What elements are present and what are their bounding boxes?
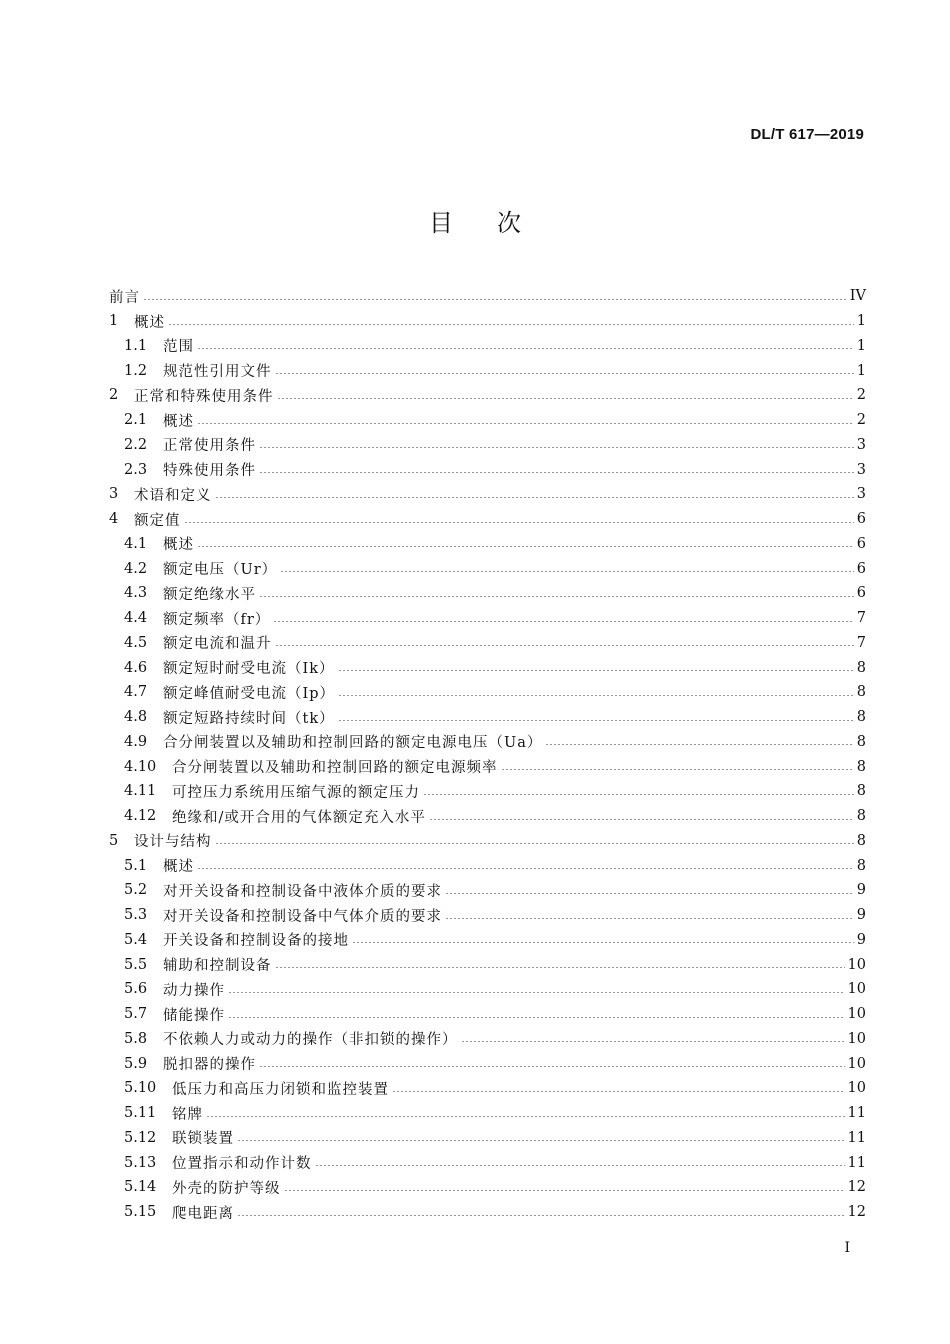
toc-entry-title: 额定电压（Ur） [163,562,278,579]
toc-leader-dots [392,1091,845,1092]
toc-entry-title: 可控压力系统用压缩气源的额定压力 [172,784,420,801]
toc-entry[interactable] [109,730,866,755]
toc-entry[interactable] [109,433,866,458]
toc-entry[interactable] [109,928,866,953]
toc-entry-number: 2 [109,387,119,404]
toc-entry[interactable] [109,457,866,482]
toc-entry[interactable] [109,829,866,854]
toc-entry-number: 4.3 [124,585,148,602]
toc-leader-dots [259,596,854,597]
toc-entry[interactable] [109,903,866,928]
toc-entry-title: 开关设备和控制设备的接地 [163,933,349,950]
toc-entry-title: 合分闸装置以及辅助和控制回路的额定电源电压（Ua） [163,735,543,752]
toc-leader-dots [445,918,854,919]
toc-entry-title: 规范性引用文件 [163,364,272,381]
toc-entry-title: 额定值 [134,512,181,529]
toc-entry-title: 正常使用条件 [163,438,256,455]
toc-entry-number: 1.1 [124,337,148,354]
standard-code: DL/T 617—2019 [750,126,864,143]
toc-entry[interactable] [109,581,866,606]
toc-entry[interactable] [109,680,866,705]
toc-entry-number: 4.11 [124,783,157,800]
toc-entry-page: 8 [856,709,866,726]
toc-entry[interactable] [109,1101,866,1126]
toc-entry-number: 5.6 [124,981,148,998]
toc-entry-number: 5.1 [124,857,148,874]
toc-entry[interactable] [109,284,866,309]
toc-entry[interactable] [109,383,866,408]
toc-leader-dots [197,423,854,424]
toc-entry-page: 8 [856,783,866,800]
toc-leader-dots [197,348,854,349]
toc-entry[interactable] [109,1150,866,1175]
toc-entry-page: 1 [856,362,866,379]
toc-entry-title: 低压力和高压力闭锁和监控装置 [172,1081,389,1098]
page-title: 目次 [429,209,565,237]
toc-entry-page: 10 [847,1080,866,1097]
toc-leader-dots [429,819,854,820]
toc-entry-title: 特殊使用条件 [163,463,256,480]
toc-entry-page: IV [849,288,866,305]
toc-entry[interactable] [109,655,866,680]
toc-entry-page: 3 [856,436,866,453]
toc-leader-dots [197,546,854,547]
toc-entry-number: 5.8 [124,1030,148,1047]
toc-entry[interactable] [109,309,866,334]
toc-leader-dots [228,992,845,993]
toc-entry-page: 8 [856,659,866,676]
toc-entry-number: 4 [109,511,119,528]
toc-entry-title: 辅助和控制设备 [163,958,272,975]
toc-entry-number: 4.10 [124,758,157,775]
toc-entry-number: 5.5 [124,956,148,973]
toc-entry-page: 6 [856,535,866,552]
toc-leader-dots [273,621,853,622]
toc-entry-page: 7 [856,634,866,651]
toc-entry[interactable] [109,853,866,878]
toc-leader-dots [143,299,847,300]
toc-entry-page: 10 [847,1055,866,1072]
toc-entry-number: 4.9 [124,733,148,750]
toc-leader-dots [259,1066,845,1067]
toc-entry-page: 8 [856,684,866,701]
toc-entry-number: 5.11 [124,1105,157,1122]
toc-leader-dots [277,398,854,399]
toc-entry[interactable] [109,1051,866,1076]
toc-leader-dots [501,769,854,770]
toc-leader-dots [275,967,845,968]
toc-entry-title: 脱扣器的操作 [163,1057,256,1074]
toc-leader-dots [259,472,854,473]
toc-leader-dots [168,324,854,325]
toc-leader-dots [338,670,854,671]
toc-entry-title: 设计与结构 [134,834,212,851]
toc-entry-title: 对开关设备和控制设备中气体介质的要求 [163,908,442,925]
toc-entry-title: 额定电流和温升 [163,636,272,653]
toc-entry-number: 2.3 [124,461,148,478]
toc-entry[interactable] [109,532,866,557]
toc-entry-title: 位置指示和动作计数 [172,1156,312,1173]
toc-entry-title: 额定峰值耐受电流（Ip） [163,685,336,702]
toc-entry-page: 10 [847,956,866,973]
toc-entry-title: 联锁装置 [172,1131,234,1148]
toc-entry-number: 4.7 [124,684,148,701]
toc-entry-page: 2 [856,387,866,404]
toc-leader-dots [197,868,854,869]
toc-leader-dots [228,1017,845,1018]
toc-entry-title: 不依赖人力或动力的操作（非扣锁的操作） [163,1032,458,1049]
toc-entry[interactable] [109,754,866,779]
toc-entry-number: 4.5 [124,634,148,651]
toc-entry-title: 合分闸装置以及辅助和控制回路的额定电源频率 [172,760,498,777]
toc-entry-page: 12 [847,1204,866,1221]
toc-leader-dots [280,571,854,572]
toc-entry-title: 概述 [163,537,194,554]
toc-entry-page: 8 [856,758,866,775]
toc-entry-number: 4.6 [124,659,148,676]
toc-leader-dots [237,1215,845,1216]
toc-entry-number: 5.13 [124,1154,157,1171]
toc-entry-page: 9 [856,907,866,924]
toc-leader-dots [445,893,854,894]
toc-leader-dots [275,645,854,646]
toc-entry[interactable] [109,952,866,977]
toc-entry-number: 5.3 [124,907,148,924]
toc-leader-dots [352,942,854,943]
toc-leader-dots [338,720,854,721]
page-number: I [844,1240,850,1256]
toc-entry-number: 5 [109,832,119,849]
toc-entry-page: 9 [856,882,866,899]
toc-entry-page: 3 [856,486,866,503]
toc-leader-dots [215,843,854,844]
toc-entry[interactable] [109,1175,866,1200]
toc-leader-dots [259,447,854,448]
toc-entry-page: 2 [856,412,866,429]
toc-entry-number: 3 [109,486,119,503]
toc-leader-dots [215,497,854,498]
toc-entry-title: 外壳的防护等级 [172,1180,281,1197]
toc-entry[interactable] [109,1002,866,1027]
table-of-contents [109,284,866,1225]
toc-entry-page: 6 [856,511,866,528]
toc-entry-page: 3 [856,461,866,478]
toc-entry-page: 11 [847,1154,866,1171]
toc-entry-number: 4.2 [124,560,148,577]
toc-leader-dots [237,1140,845,1141]
toc-entry-page: 12 [847,1179,866,1196]
toc-entry-title: 爬电距离 [172,1205,234,1222]
toc-entry-page: 8 [856,832,866,849]
toc-entry-number: 5.10 [124,1080,157,1097]
toc-entry-page: 8 [856,733,866,750]
toc-entry-number: 4.12 [124,808,157,825]
toc-entry[interactable] [109,556,866,581]
toc-entry-title: 对开关设备和控制设备中液体介质的要求 [163,883,442,900]
toc-leader-dots [461,1041,845,1042]
toc-entry-number: 5.2 [124,882,148,899]
toc-entry[interactable] [109,878,866,903]
toc-leader-dots [423,794,854,795]
toc-entry-number: 4.4 [124,610,148,627]
toc-leader-dots [338,695,854,696]
toc-entry-page: 7 [856,610,866,627]
toc-entry-page: 1 [856,337,866,354]
toc-entry[interactable] [109,507,866,532]
toc-leader-dots [275,373,854,374]
toc-entry[interactable] [109,1200,866,1225]
toc-entry-page: 8 [856,808,866,825]
toc-entry-page: 8 [856,857,866,874]
toc-entry-number: 4.1 [124,535,148,552]
toc-entry-page: 10 [847,1006,866,1023]
toc-entry[interactable] [109,977,866,1002]
toc-entry-title: 术语和定义 [134,487,212,504]
toc-entry-number: 5.7 [124,1006,148,1023]
toc-leader-dots [184,522,854,523]
toc-entry[interactable] [109,779,866,804]
toc-entry-title: 范围 [163,339,194,356]
toc-entry-title: 额定绝缘水平 [163,586,256,603]
toc-entry-page: 11 [847,1129,866,1146]
toc-entry[interactable] [109,631,866,656]
toc-entry-number: 5.9 [124,1055,148,1072]
toc-leader-dots [545,744,853,745]
toc-entry[interactable] [109,804,866,829]
toc-entry-title: 前言 [109,289,140,306]
toc-entry[interactable] [109,1076,866,1101]
toc-entry-title: 额定短路持续时间（tk） [163,710,335,727]
toc-entry-page: 10 [847,981,866,998]
toc-entry[interactable] [109,705,866,730]
toc-entry-number: 4.8 [124,709,148,726]
toc-entry-number: 1.2 [124,362,148,379]
toc-entry-page: 9 [856,931,866,948]
toc-entry[interactable] [109,334,866,359]
toc-entry[interactable] [109,482,866,507]
toc-entry-title: 概述 [134,314,165,331]
toc-entry[interactable] [109,1126,866,1151]
toc-entry-page: 6 [856,560,866,577]
toc-entry-title: 额定短时耐受电流（Ik） [163,661,335,678]
toc-entry-number: 5.14 [124,1179,157,1196]
toc-leader-dots [284,1190,845,1191]
toc-entry-title: 绝缘和/或开合用的气体额定充入水平 [172,809,426,826]
toc-entry-number: 2.2 [124,436,148,453]
toc-entry-number: 2.1 [124,412,148,429]
toc-entry[interactable] [109,606,866,631]
toc-entry[interactable] [109,408,866,433]
toc-entry-title: 铭牌 [172,1106,203,1123]
toc-entry-title: 动力操作 [163,982,225,999]
toc-entry[interactable] [109,358,866,383]
toc-leader-dots [315,1165,845,1166]
toc-entry-number: 5.12 [124,1129,157,1146]
toc-leader-dots [206,1116,845,1117]
toc-entry-title: 概述 [163,413,194,430]
toc-entry-number: 1 [109,313,119,330]
toc-entry[interactable] [109,1027,866,1052]
toc-entry-page: 11 [847,1105,866,1122]
toc-entry-page: 1 [856,313,866,330]
toc-entry-title: 额定频率（fr） [163,611,271,628]
toc-entry-number: 5.4 [124,931,148,948]
toc-entry-title: 概述 [163,859,194,876]
toc-entry-title: 正常和特殊使用条件 [134,388,274,405]
toc-entry-page: 10 [847,1030,866,1047]
toc-entry-title: 储能操作 [163,1007,225,1024]
toc-entry-page: 6 [856,585,866,602]
toc-entry-number: 5.15 [124,1204,157,1221]
